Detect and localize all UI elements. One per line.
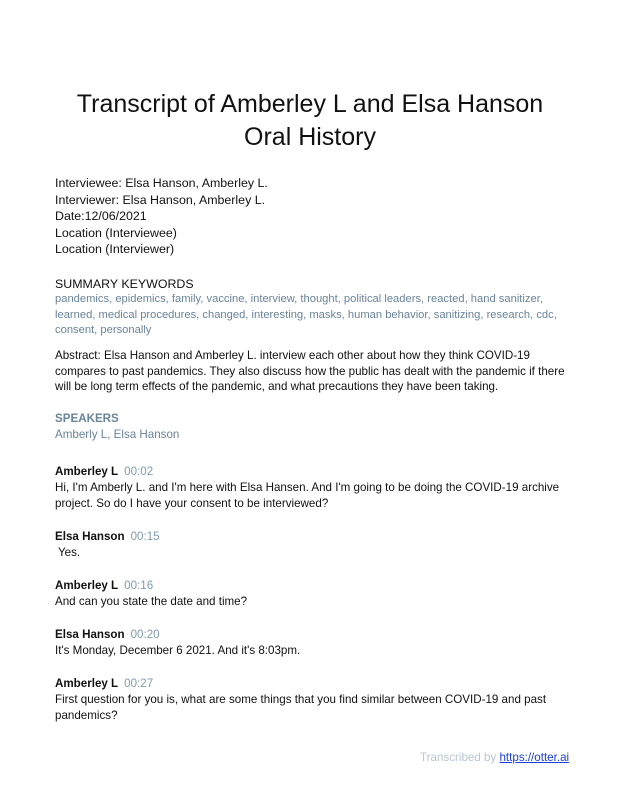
- turn-header: [55, 676, 575, 692]
- speakers-heading: SPEAKERS: [55, 412, 119, 425]
- speaker-name: Elsa Hanson: [55, 628, 125, 641]
- interviewee-line: Interviewee: Elsa Hanson, Amberley L.: [55, 176, 268, 190]
- speakers-list: Amberly L, Elsa Hanson: [55, 428, 180, 441]
- abstract: Abstract: Elsa Hanson and Amberley L. interview each other about how they think COVID-19 compares to past pandemics. They also discuss how the public has dealt with the pandemic if there will be long term effects of the pandemic, and what precautions they have been taking.: [55, 349, 565, 393]
- turn-header: [55, 627, 575, 643]
- transcript-turn: [55, 627, 575, 659]
- transcript-turn: [55, 529, 575, 561]
- utterance-text: First question for you is, what are some things that you find similar between COVID-19 and past pandemics?: [55, 693, 547, 722]
- utterance-text: Hi, I'm Amberly L. and I'm here with Elsa Hansen. And I'm going to be doing the COVID-19 archive project. So do I have your consent to be interviewed?: [55, 481, 560, 510]
- timestamp: 00:02: [124, 465, 154, 478]
- interviewer-line: Interviewer: Elsa Hanson, Amberley L.: [55, 192, 266, 207]
- footer-credit: [420, 751, 569, 764]
- location-interviewee-line: Location (Interviewee): [55, 225, 177, 240]
- speaker-name: Amberley L: [55, 465, 119, 478]
- location-interviewer-line: Location (Interviewer): [55, 242, 175, 256]
- timestamp: 00:27: [124, 677, 154, 690]
- transcript-turn: [55, 676, 575, 724]
- timestamp: 00:16: [124, 579, 154, 592]
- timestamp: 00:15: [130, 530, 160, 543]
- document-title: Transcript of Amberley L and Elsa Hanson Oral History: [76, 90, 544, 151]
- transcript: [55, 464, 575, 741]
- summary-keywords-list: pandemics, epidemics, family, vaccine, interview, thought, political leaders, reacted, hand sanitizer, learned, medical procedures, changed, interesting, masks, human behavior, sanitizing, research, cdc, consent, personally: [55, 293, 557, 336]
- turn-header: [55, 578, 575, 594]
- transcript-turn: [55, 464, 575, 512]
- speaker-name: Amberley L: [55, 677, 119, 690]
- speaker-name: Amberley L: [55, 579, 119, 592]
- interview-metadata: [55, 175, 268, 258]
- transcribed-by-label: Transcribed by: [420, 751, 500, 764]
- turn-header: [55, 464, 575, 480]
- transcript-turn: [55, 578, 575, 610]
- speaker-name: Elsa Hanson: [55, 530, 125, 543]
- turn-header: [55, 529, 575, 545]
- timestamp: 00:20: [130, 628, 160, 641]
- utterance-text: It's Monday, December 6 2021. And it's 8:03pm.: [55, 644, 301, 657]
- date-line: Date:12/06/2021: [55, 209, 147, 223]
- utterance-text: Yes.: [55, 546, 81, 559]
- otter-link[interactable]: https://otter.ai: [499, 751, 570, 764]
- utterance-text: And can you state the date and time?: [55, 595, 248, 608]
- summary-keywords-heading: SUMMARY KEYWORDS: [55, 277, 194, 291]
